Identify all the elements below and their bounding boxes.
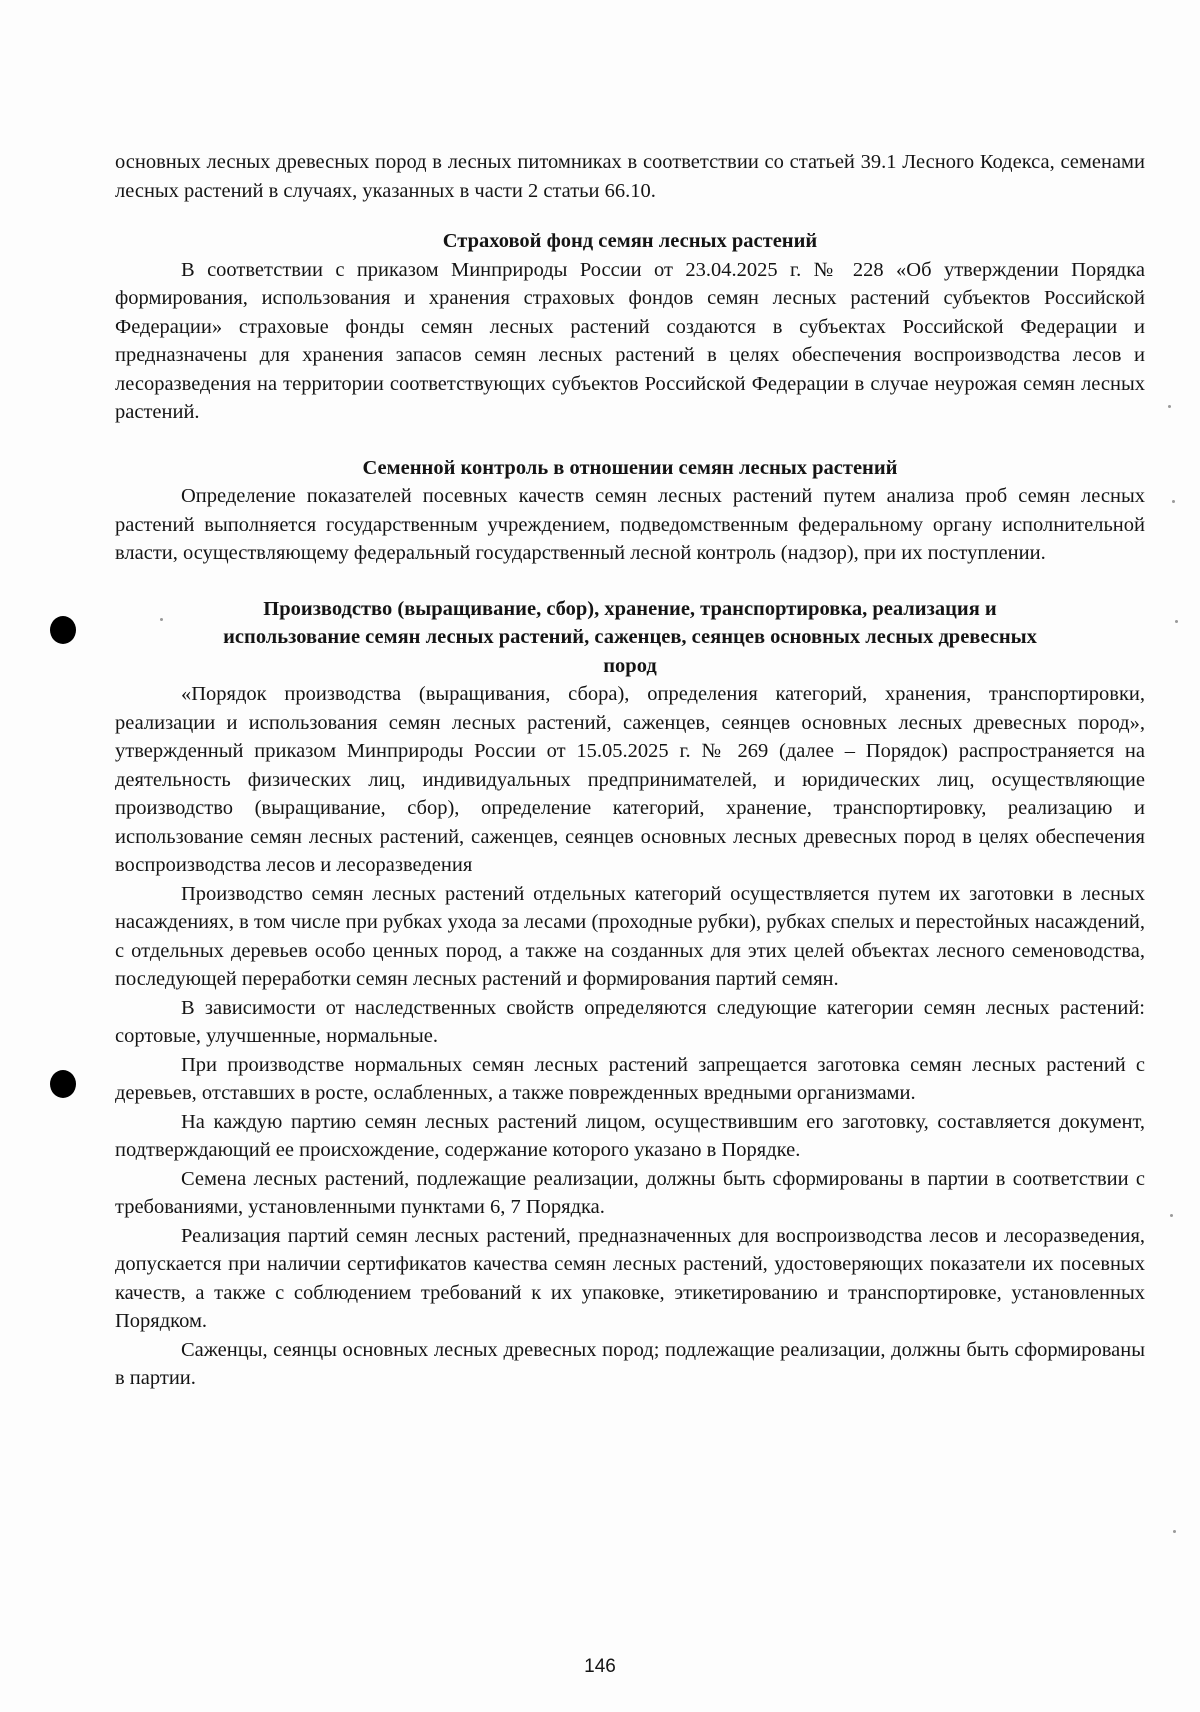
scan-speck <box>1172 500 1175 503</box>
section-heading: Страховой фонд семян лесных растений <box>442 230 818 252</box>
punch-hole-lower <box>50 1070 76 1098</box>
body-paragraph: Определение показателей посевных качеств семян лесных растений путем анализа проб семян лесных растений выполняется государственным учреждением, подведомственным федеральному органу исполнительной власти, осуществляющему федеральный государственный лесной контроль (надзор), при их поступлении. <box>115 485 1145 564</box>
section-insurance-fund <box>115 227 1145 427</box>
section-heading: Производство (выращивание, сбор), хранение, транспортировка, реализация и использование семян лесных растений, саженцев, сеянцев основных лесных древесных пород <box>223 597 1037 677</box>
scan-speck <box>1168 405 1171 408</box>
page-number: 146 <box>584 1656 616 1677</box>
body-paragraph: Саженцы, сеянцы основных лесных древесных пород; подлежащие реализации, должны быть сформированы в партии. <box>115 1338 1145 1389</box>
body-paragraph: Реализация партий семян лесных растений, предназначенных для воспроизводства лесов и лесоразведения, допускается при наличии сертификатов качества семян лесных растений, удостоверяющих показатели их посевных качеств, а также с соблюдением требований к их упаковке, этикетированию и транспортировке, установленных Порядком. <box>115 1224 1145 1332</box>
body-paragraph: В соответствии с приказом Минприроды России от 23.04.2025 г. № 228 «Об утверждении Порядка формирования, использования и хранения страховых фондов семян лесных растений субъектов Российской Федерации» страховые фонды семян лесных растений создаются в субъектах Российской Федерации и предназначены для хранения запасов семян лесных растений в целях обеспечения воспроизводства лесов и лесоразведения на территории соответствующих субъектов Российской Федерации в случае неурожая семян лесных растений. <box>115 258 1145 423</box>
body-paragraph: «Порядок производства (выращивания, сбора), определения категорий, хранения, транспортировки, реализации и использования семян лесных растений, саженцев, сеянцев основных лесных древесных пород», утвержденный приказом Минприроды России от 15.05.2025 г. № 269 (далее – Порядок) распространяется на деятельность физических лиц, индивидуальных предпринимателей, и юридических лиц, осуществляющие производство (выращивание, сбор), определение категорий, хранение, транспортировку, реализацию и использование семян лесных растений, саженцев, сеянцев основных лесных древесных пород в целях обеспечения воспроизводства лесов и лесоразведения <box>115 683 1145 876</box>
section-heading: Семенной контроль в отношении семян лесных растений <box>362 456 898 479</box>
body-paragraph: При производстве нормальных семян лесных растений запрещается заготовка семян лесных растений с деревьев, отставших в росте, ослабленных, а также поврежденных вредными организмами. <box>115 1053 1145 1104</box>
body-paragraph: Семена лесных растений, подлежащие реализации, должны быть сформированы в партии в соответствии с требованиями, установленными пунктами 6, 7 Порядка. <box>115 1167 1145 1218</box>
section-seed-control <box>115 454 1145 568</box>
scan-speck <box>1175 620 1178 623</box>
document-page <box>115 148 1145 1393</box>
scan-speck <box>1173 1530 1176 1533</box>
body-paragraph: В зависимости от наследственных свойств определяются следующие категории семян лесных растений: сортовые, улучшенные, нормальные. <box>115 996 1145 1047</box>
section-production <box>115 595 1145 1393</box>
body-paragraph: Производство семян лесных растений отдельных категорий осуществляется путем их заготовки в лесных насаждениях, в том числе при рубках ухода за лесами (проходные рубки), рубках спелых и перестойных насаждений, с отдельных деревьев особо ценных пород, а также на созданных для этих целей объектах лесного семеноводства, последующей переработки семян лесных растений и формирования партий семян. <box>115 882 1145 990</box>
scan-speck <box>1170 1214 1173 1217</box>
punch-hole-upper <box>50 616 76 644</box>
body-paragraph: На каждую партию семян лесных растений лицом, осуществившим его заготовку, составляется документ, подтверждающий ее происхождение, содержание которого указано в Порядке. <box>115 1110 1145 1161</box>
intro-paragraph: основных лесных древесных пород в лесных питомниках в соответствии со статьей 39.1 Лесного Кодекса, семенами лесных растений в случаях, указанных в части 2 статьи 66.10. <box>115 151 1145 202</box>
